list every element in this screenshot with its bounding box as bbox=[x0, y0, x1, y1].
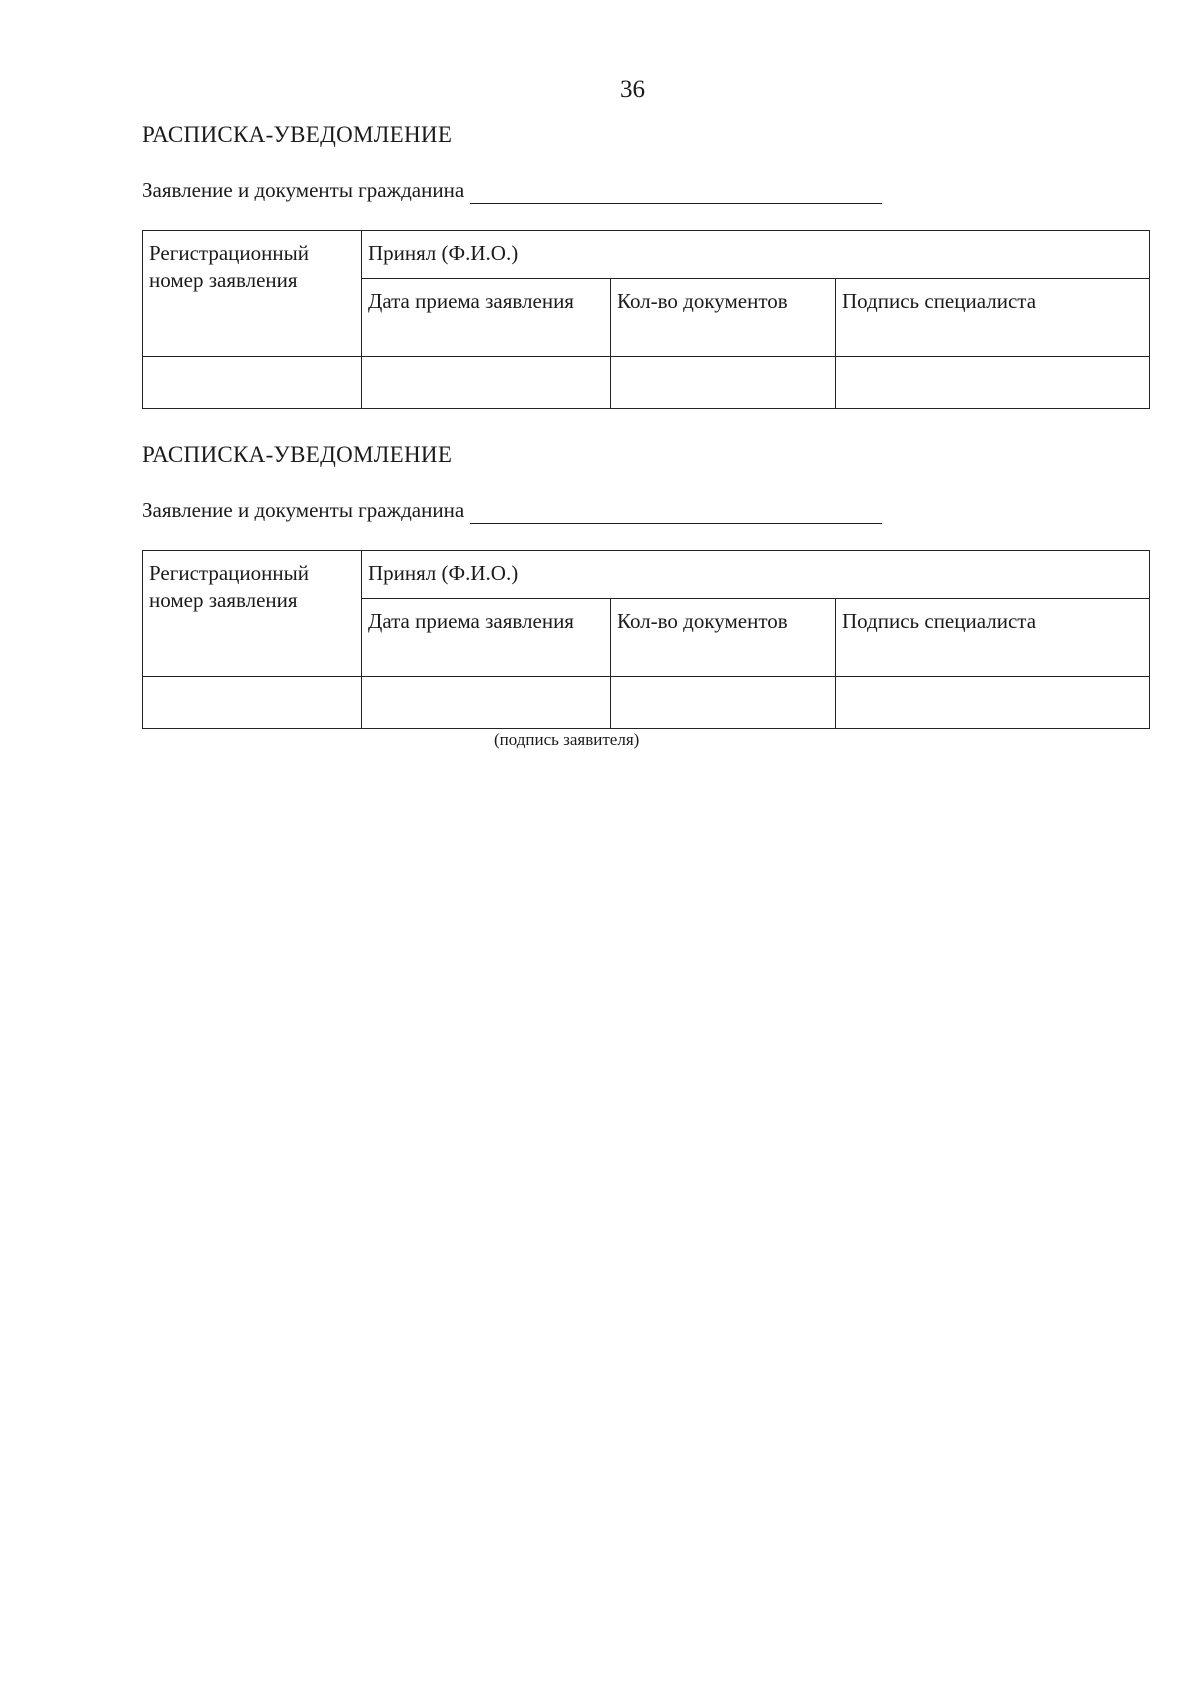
header-date-received: Дата приема заявления bbox=[362, 599, 611, 677]
registration-number-cell[interactable] bbox=[143, 677, 362, 729]
header-documents-count: Кол-во документов bbox=[611, 599, 836, 677]
header-specialist-signature: Подпись специалиста bbox=[836, 279, 1150, 357]
header-accepted-by: Принял (Ф.И.О.) bbox=[362, 551, 1150, 599]
header-registration-number: Регистрационный номер заявления bbox=[143, 551, 362, 677]
applicant-name-field[interactable] bbox=[470, 501, 882, 524]
applicant-line bbox=[142, 176, 1152, 204]
documents-count-cell[interactable] bbox=[611, 357, 836, 409]
receipt-section-1 bbox=[142, 120, 1152, 409]
specialist-signature-cell[interactable] bbox=[836, 357, 1150, 409]
header-accepted-by: Принял (Ф.И.О.) bbox=[362, 231, 1150, 279]
header-registration-number: Регистрационный номер заявления bbox=[143, 231, 362, 357]
applicant-label: Заявление и документы гражданина bbox=[142, 178, 465, 202]
registration-number-cell[interactable] bbox=[143, 357, 362, 409]
receipt-title: РАСПИСКА-УВЕДОМЛЕНИЕ bbox=[142, 122, 453, 147]
receipt-section-2 bbox=[142, 440, 1152, 729]
applicant-signature-caption: (подпись заявителя) bbox=[494, 730, 640, 749]
receipt-title: РАСПИСКА-УВЕДОМЛЕНИЕ bbox=[142, 442, 453, 467]
applicant-label: Заявление и документы гражданина bbox=[142, 498, 465, 522]
date-received-cell[interactable] bbox=[362, 357, 611, 409]
documents-count-cell[interactable] bbox=[611, 677, 836, 729]
page-number: 36 bbox=[620, 76, 645, 103]
receipt-table bbox=[142, 230, 1150, 409]
header-specialist-signature: Подпись специалиста bbox=[836, 599, 1150, 677]
header-documents-count: Кол-во документов bbox=[611, 279, 836, 357]
specialist-signature-cell[interactable] bbox=[836, 677, 1150, 729]
header-date-received: Дата приема заявления bbox=[362, 279, 611, 357]
applicant-name-field[interactable] bbox=[470, 181, 882, 204]
date-received-cell[interactable] bbox=[362, 677, 611, 729]
applicant-line bbox=[142, 496, 1152, 524]
receipt-table bbox=[142, 550, 1150, 729]
